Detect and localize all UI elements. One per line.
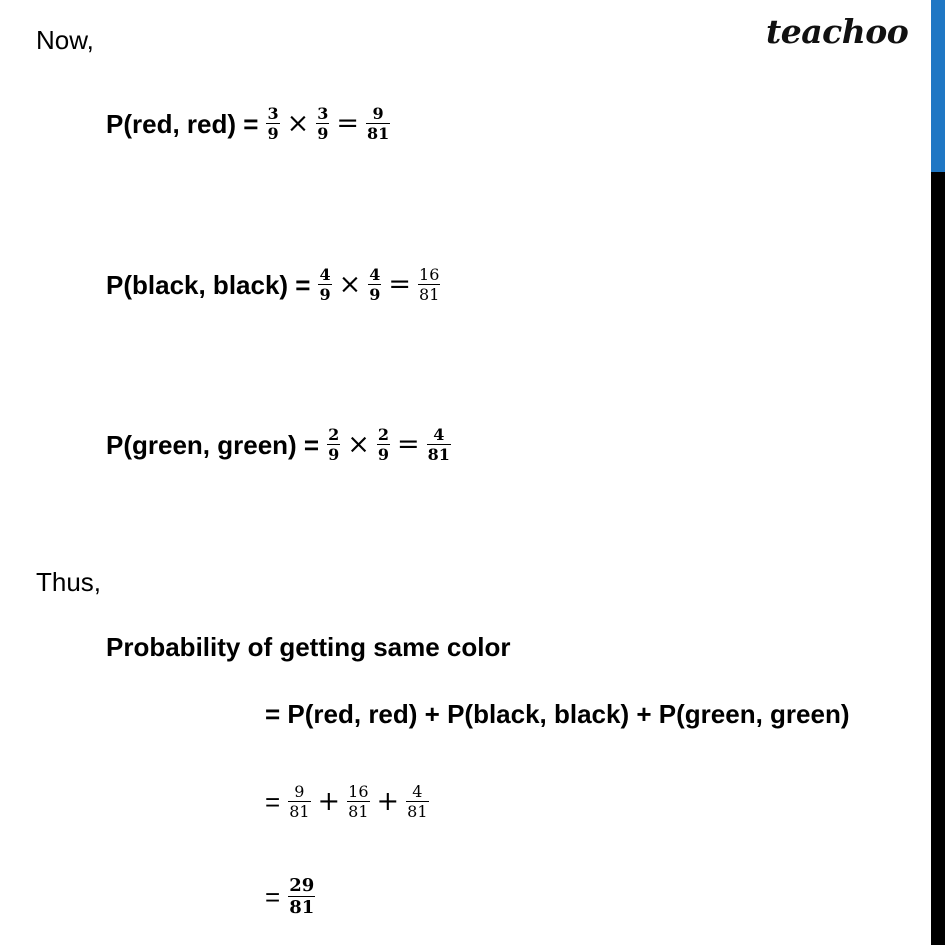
- prob-label: P(red, red) =: [106, 108, 259, 139]
- scrollbar[interactable]: [931, 0, 945, 945]
- prob-green-green: [106, 425, 453, 464]
- prob-label: P(green, green) =: [106, 429, 320, 460]
- fraction: $\frac{4}{9}$: [319, 265, 331, 305]
- sum-terms: [265, 782, 431, 821]
- times-symbol: ×: [286, 107, 310, 139]
- thus-text: Thus,: [36, 567, 102, 597]
- fraction: $\frac{9}{81}$: [289, 782, 310, 822]
- fraction: $\frac{4}{9}$: [369, 265, 381, 305]
- fraction: $\frac{4}{81}$: [407, 782, 428, 822]
- sum-expression: = P(red, red) + P(black, black) + P(green, green): [265, 699, 850, 729]
- plus-symbol: +: [376, 785, 400, 817]
- equals-prefix: =: [265, 881, 281, 912]
- equals-prefix: =: [265, 786, 281, 817]
- equals-symbol: =: [397, 428, 420, 460]
- equals-symbol: =: [336, 107, 359, 139]
- teachoo-logo: teachoo: [766, 12, 909, 51]
- times-symbol: ×: [347, 428, 370, 460]
- fraction: $\frac{16}{81}$: [348, 782, 369, 822]
- prob-red-red: [106, 104, 392, 143]
- fraction: $\frac{2}{9}$: [328, 425, 340, 465]
- scrollbar-thumb[interactable]: [931, 0, 945, 172]
- same-color-heading: Probability of getting same color: [106, 632, 511, 662]
- prob-label: P(black, black) =: [106, 269, 311, 300]
- result-fraction: $\frac{9}{81}$: [366, 104, 390, 144]
- final-result: [265, 875, 317, 918]
- intro-text: Now,: [36, 25, 94, 55]
- result-fraction: $\frac{4}{81}$: [427, 425, 450, 465]
- times-symbol: ×: [338, 268, 362, 300]
- plus-symbol: +: [317, 785, 341, 817]
- fraction: $\frac{2}{9}$: [377, 425, 390, 465]
- equals-symbol: =: [388, 268, 412, 300]
- final-fraction: $\frac{29}{81}$: [289, 875, 315, 919]
- fraction: $\frac{3}{9}$: [267, 104, 279, 144]
- prob-black-black: [106, 265, 442, 304]
- result-fraction: $\frac{16}{81}$: [419, 265, 440, 305]
- fraction: $\frac{3}{9}$: [317, 104, 329, 144]
